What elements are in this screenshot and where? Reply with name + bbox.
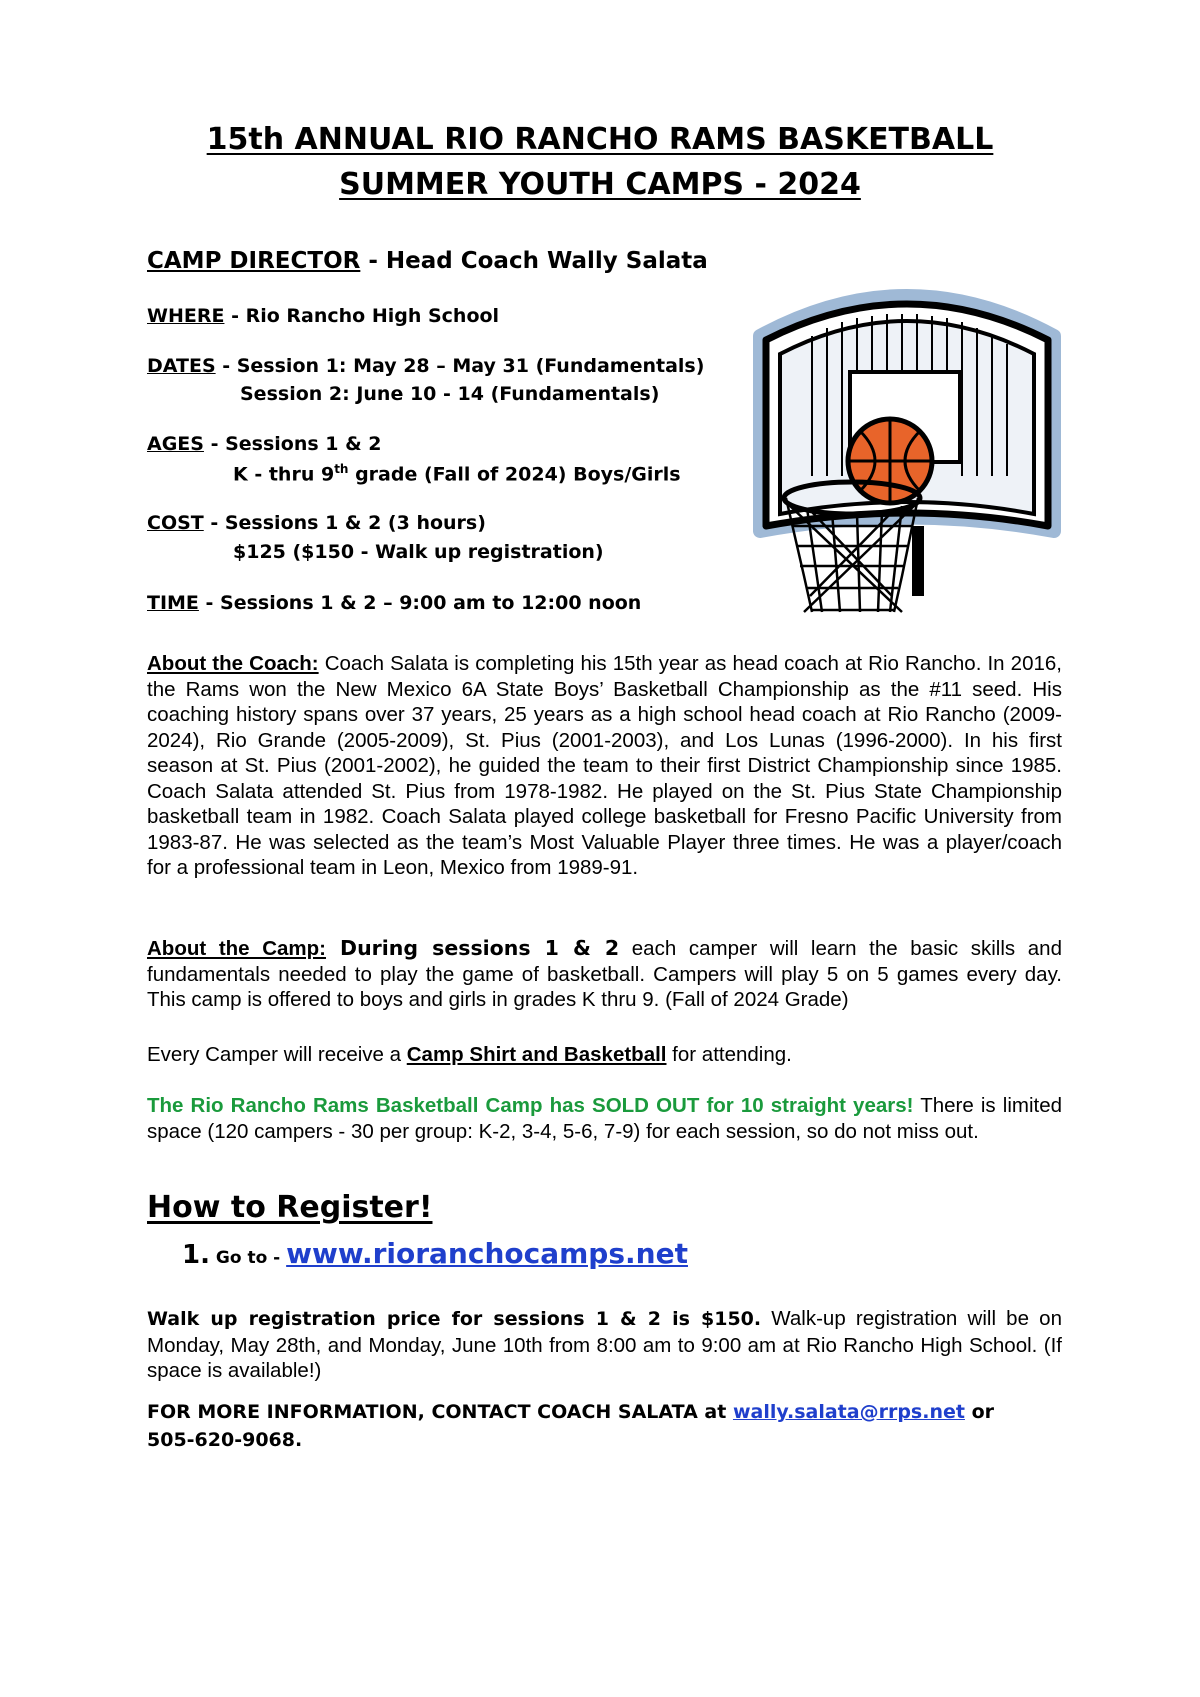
registration-website-link[interactable]: www.rioranchocamps.net [286, 1237, 688, 1270]
walkup-paragraph [147, 1306, 1062, 1384]
basketball-hoop-illustration [752, 276, 1062, 636]
ages-line-1 [147, 433, 382, 455]
receive-paragraph [147, 1042, 1062, 1068]
how-to-register-heading: How to Register! [147, 1190, 433, 1225]
about-camp-bold: During sessions 1 & 2 [325, 936, 620, 960]
walkup-text: Walk-up registration will be on Monday, May 28th, and Monday, June 10th from 8:00 am to 9:00 am at Rio Rancho High School. (If space is available!) [147, 1307, 1062, 1382]
dates-session-1: - Session 1: May 28 – May 31 (Fundamentals) [215, 355, 705, 377]
receive-items: Camp Shirt and Basketball [406, 1043, 667, 1066]
sold-out-text: There is limited space (120 campers - 30 per group: K-2, 3-4, 5-6, 7-9) for each session, so do not miss out. [147, 1094, 1062, 1143]
register-step-1 [182, 1237, 688, 1270]
dates-session-2: Session 2: June 10 - 14 (Fundamentals) [240, 383, 660, 405]
camp-director [147, 248, 708, 274]
cost-label: COST [147, 512, 204, 534]
ages-value-1: - Sessions 1 & 2 [203, 433, 382, 455]
ages-grade-sup: th [334, 462, 349, 476]
title-line-2: SUMMER YOUTH CAMPS - 2024 [339, 167, 861, 202]
camp-director-value: - Head Coach Wally Salata [360, 248, 708, 274]
time-line [147, 592, 641, 614]
contact-pre: FOR MORE INFORMATION, CONTACT COACH SALATA at [147, 1401, 733, 1423]
dates-label: DATES [147, 355, 216, 377]
about-camp-text: each camper will learn the basic skills and fundamentals needed to play the game of basketball. Campers will play 5 on 5 games every day. This camp is offered to boys and girls in grades K thru 9. (Fall of 2024 Grade) [147, 937, 1062, 1011]
step-number: 1. [182, 1240, 210, 1270]
walkup-price: Walk up registration price for sessions 1 & 2 is $150. [147, 1308, 762, 1330]
time-label: TIME [147, 592, 199, 614]
about-coach-text: Coach Salata is completing his 15th year as head coach at Rio Rancho. In 2016, the Rams won the New Mexico 6A State Boys’ Basketball Championship as the #11 seed. His coaching history spans over 37 years, 25 years as a high school head coach at Rio Rancho (2009-2024), Rio Grande (2005-2009), St. Pius (2001-2003), and Los Lunas (1996-2000). In his first season at St. Pius (2001-2002), he guided the team to their first District Championship since 1985. Coach Salata attended St. Pius from 1978-1982. He played on the St. Pius State Championship basketball team in 1982. Coach Salata played college basketball for Fresno Pacific University from 1983-87. He was selected as the team’s Most Valuable Player three times. He was a player/coach for a professional team in Leon, Mexico from 1989-91. [147, 652, 1062, 879]
contact-phone: 505-620-9068. [147, 1429, 303, 1451]
where-line [147, 305, 499, 327]
ages-label: AGES [147, 433, 204, 455]
about-camp-paragraph [147, 936, 1062, 1013]
dates-line-1 [147, 355, 704, 377]
contact-mid: or [964, 1401, 994, 1423]
title-line-1: 15th ANNUAL RIO RANCHO RAMS BASKETBALL [206, 122, 994, 157]
sold-out-paragraph [147, 1093, 1062, 1144]
time-value: - Sessions 1 & 2 – 9:00 am to 12:00 noon [198, 592, 642, 614]
sold-out-highlight: The Rio Rancho Rams Basketball Camp has SOLD OUT for 10 straight years! [147, 1094, 914, 1117]
contact-info [147, 1398, 1062, 1454]
step-text: Go to - [209, 1248, 287, 1268]
about-coach-label: About the Coach: [147, 652, 319, 675]
about-coach-paragraph [147, 651, 1062, 881]
where-label: WHERE [147, 305, 225, 327]
ages-grade-post: grade (Fall of 2024) Boys/Girls [348, 463, 681, 486]
cost-value-1: - Sessions 1 & 2 (3 hours) [203, 512, 486, 534]
receive-pre: Every Camper will receive a [147, 1043, 407, 1066]
receive-post: for attending. [666, 1043, 792, 1066]
contact-email-link[interactable]: wally.salata@rrps.net [732, 1401, 965, 1423]
where-value: - Rio Rancho High School [224, 305, 500, 327]
cost-value-2: $125 ($150 - Walk up registration) [233, 541, 604, 563]
ages-grade-pre: K - thru 9 [233, 463, 335, 486]
cost-line-1 [147, 512, 486, 534]
camp-director-label: CAMP DIRECTOR [147, 248, 361, 274]
about-camp-label: About the Camp: [147, 937, 326, 960]
ages-line-2 [233, 462, 681, 485]
